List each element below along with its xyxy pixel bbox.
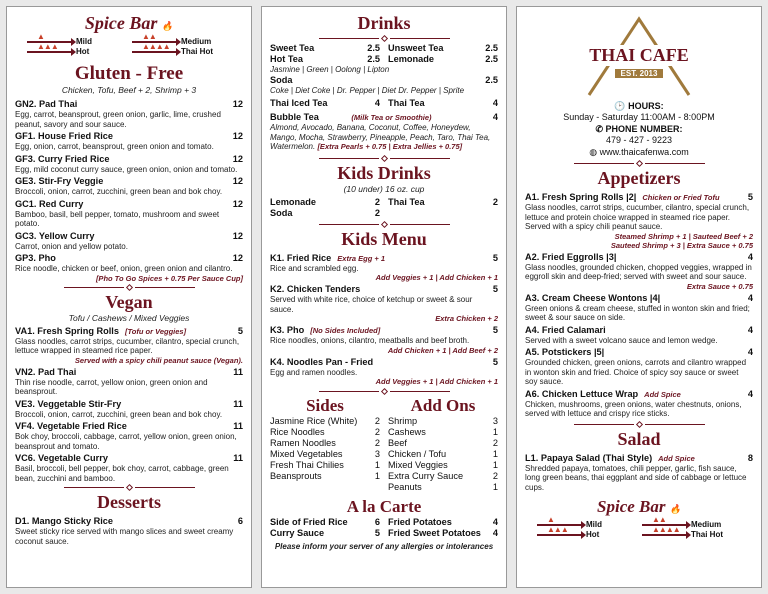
menu-item-header [15, 99, 243, 110]
item-description: Thin rise noodle, carrot, yellow onion, green onion and beansprout. [15, 377, 208, 396]
list-item: Beansprouts 1 [270, 471, 380, 481]
item-price: 6 [237, 516, 243, 526]
sides-addons [270, 396, 498, 493]
menu-item [15, 154, 243, 175]
menu-item-header [15, 367, 243, 378]
menu-item-header [15, 421, 243, 432]
item-price: 5 [492, 325, 498, 335]
item-note: Add Veggies + 1 | Add Chicken + 1 [375, 273, 498, 282]
item-price: 11 [233, 366, 243, 377]
item-tag: [Tofu or Veggies] [124, 326, 187, 336]
menu-item-header [270, 284, 498, 295]
item-name: A5. Potstickers |5| [525, 347, 605, 357]
appetizers-list [525, 192, 753, 419]
item-description: Broccoli, onion, carrot, zucchini, green bean and bok choy. [15, 409, 223, 419]
item-description: Glass noodles, grounded chicken, chopped veggies, wrapped in eggroll skin and deep-fried; served with sweet and sour sauce. [525, 262, 752, 281]
kids-drinks-title: Kids Drinks [337, 162, 431, 183]
menu-item-header [525, 453, 753, 464]
kids-menu-title: Kids Menu [341, 228, 427, 249]
list-item: Beef 2 [388, 438, 498, 448]
phone: 479 - 427 - 9223 [605, 135, 673, 145]
list-item: Rice Noodles 2 [270, 427, 380, 437]
item-price: 4 [747, 251, 753, 262]
item-name: A2. Fried Eggrolls |3| [525, 251, 617, 262]
appetizers-title: Appetizers [597, 168, 681, 188]
divider [270, 36, 498, 41]
menu-item-header [525, 293, 753, 304]
divider [270, 389, 498, 394]
menu-item-header [525, 252, 753, 263]
item-price: 5 [747, 192, 753, 202]
item-note: [Pho To Go Spices + 0.75 Per Sauce Cup] [95, 273, 243, 283]
addons-list [388, 416, 498, 493]
list-item: Thai Tea 2 [388, 196, 498, 207]
hours: Sunday - Saturday 11:00AM - 8:00PM [563, 112, 715, 122]
menu-item-header [15, 231, 243, 242]
menu-item-header [15, 516, 243, 527]
item-price: 11 [233, 421, 243, 431]
item-description: Egg, carrot, beansprout, green onion, garlic, lime, crushed peanut, savory and sour sauce. [15, 110, 221, 129]
allergy-footer: Please inform your server of any allergies or intolerances [274, 542, 494, 551]
item-name: K1. Fried Rice [270, 252, 332, 263]
list-item: Side of Fried Rice 6 [270, 517, 380, 527]
menu-item-header [270, 253, 498, 264]
logo [579, 15, 699, 97]
menu-item [15, 453, 243, 483]
sides-title: Sides [306, 396, 344, 415]
menu-item [525, 252, 753, 291]
menu-item-header [270, 325, 498, 336]
item-name: GC1. Red Curry [15, 198, 84, 209]
list-item: Shrimp 3 [388, 416, 498, 426]
list-item: Hot Tea 2.5 [270, 54, 380, 64]
menu-item-header [15, 326, 243, 337]
menu-item [270, 253, 498, 283]
item-price: 12 [232, 198, 243, 209]
list-item: Curry Sauce 5 [270, 528, 380, 538]
hot-tea-desc: Jasmine | Green | Oolong | Lipton [270, 65, 390, 74]
item-name: VF4. Vegetable Fried Rice [15, 421, 127, 431]
item-name: GF1. House Fried Rice [15, 131, 114, 141]
list-item: Thai Tea 4 [388, 98, 498, 108]
item-description: Chicken, mushrooms, green onions, water chestnuts, onions, served with lettuce and crispy rice sticks. [525, 399, 742, 418]
menu-item [270, 325, 498, 355]
item-price: 12 [232, 99, 243, 109]
item-price: 12 [232, 253, 243, 263]
alacarte-grid [270, 517, 498, 539]
menu-item-header [15, 154, 243, 165]
flame-icon: 🔥 [161, 21, 174, 31]
kids-drinks-grid [270, 197, 498, 219]
item-price: 12 [232, 176, 243, 186]
menu-item [525, 347, 753, 387]
clock-icon: 🕑 [614, 101, 626, 111]
item-description: Basil, broccoli, bell pepper, bok choy, carrot, cabbage, green bean, zucchini and bamboo. [15, 464, 229, 483]
item-tag: Chicken or Fried Tofu [642, 193, 720, 202]
item-price: 5 [492, 284, 498, 294]
menu-item [525, 293, 753, 323]
item-name: GN2. Pad Thai [15, 99, 78, 109]
list-item: Thai Iced Tea 4 [270, 98, 380, 108]
item-price: 4 [747, 324, 753, 335]
list-item: Lemonade 2.5 [388, 54, 498, 64]
divider [525, 422, 753, 427]
item-description: Shredded papaya, tomatoes, chili pepper, garlic, fish sauce, long green beans, thai eggplant and side of cabbage or lettuce cups. [525, 463, 747, 492]
item-note: Extra Chicken + 2 [435, 314, 498, 323]
item-note: Add Chicken + 1 | Add Beef + 2 [387, 345, 498, 355]
item-description: Egg and ramen noodles. [270, 367, 358, 377]
menu-item-header [525, 325, 753, 336]
item-description: Glass noodles, carrot strips, cucumber, cilantro, special crunch, lettuce and protein choice wrapped in steamed rice paper. Served with a spicy chili peanut sauce. [525, 203, 750, 231]
menu-item [525, 325, 753, 346]
addons-title: Add Ons [410, 396, 476, 415]
item-price: 12 [232, 230, 243, 241]
kids-drinks-subtitle: (10 under) 16 oz. cup [343, 183, 425, 194]
list-item: Peanuts 1 [388, 482, 498, 492]
item-description: Bok choy, broccoli, cabbage, carrot, yellow onion, green onion, beansprout and tomato. [15, 432, 237, 451]
phone-icon: ✆ [595, 124, 603, 134]
list-item: Jasmine Rice (White) 2 [270, 416, 380, 426]
gluten-free-list [15, 99, 243, 283]
list-item: Sweet Tea 2.5 [270, 43, 380, 53]
list-item: Chicken / Tofu 1 [388, 449, 498, 459]
menu-item [15, 131, 243, 152]
bubble-tea-desc: Almond, Avocado, Banana, Coconut, Coffee, Honeydew, Mango, Mocha, Strawberry, Pineapple, Peach, Taro, Thai Tea, Watermelon. [Extra Pearls + 0.75 | Extra Jellies + 0.75] [270, 123, 491, 151]
item-price: 5 [237, 325, 243, 336]
item-description: Grounded chicken, green onions, carrots and cilantro wrapped in wonton skin and fried. Choice of spicy soy sauce or sweet soy sauce. [525, 358, 747, 386]
kids-menu-list [270, 253, 498, 387]
list-item: Soda 2.5 [270, 74, 498, 85]
list-item: Soda 2 [270, 207, 380, 218]
divider [525, 161, 753, 166]
item-description: Glass noodles, carrot strips, cucumber, cilantro, special crunch, lettuce wrapped in steamed rice paper. [15, 336, 240, 355]
item-name: K3. Pho [270, 325, 305, 335]
item-description: Rice noodles, onions, cilantro, meatballs and beef broth. [270, 336, 470, 345]
menu-item [525, 192, 753, 250]
divider [15, 285, 243, 290]
item-description: Broccoli, onion, carrot, zucchini, green bean and bok choy. [15, 187, 223, 196]
menu-item-header [525, 389, 753, 400]
menu-item-header [15, 453, 243, 464]
item-tag: Add Spice [644, 389, 681, 399]
drinks-grid [270, 43, 498, 65]
divider [15, 485, 243, 490]
item-name: A6. Chicken Lettuce Wrap [525, 388, 639, 399]
item-name: GF3. Curry Fried Rice [15, 153, 110, 164]
item-note: Sauteed Shrimp + 3 | Extra Sauce + 0.75 [610, 240, 753, 250]
spice-bar-legend: ▲ Mild ▲▲ Medium ▲▲▲ Hot ▲▲▲▲ Thai Hot [15, 37, 243, 56]
menu-item-header [15, 176, 243, 187]
menu-item [15, 231, 243, 252]
list-item: Cashews 1 [388, 427, 498, 437]
list-item: Lemonade 2 [270, 196, 380, 207]
gluten-free-title: Gluten - Free [74, 63, 184, 84]
left-panel [6, 6, 252, 588]
item-tag: Add Spice [658, 453, 695, 463]
menu-item [525, 389, 753, 419]
spice-bar-title: Spice Bar 🔥 [597, 497, 681, 516]
divider [270, 156, 498, 161]
item-price: 4 [747, 347, 753, 357]
menu-item [270, 284, 498, 323]
item-name: VN2. Pad Thai [15, 366, 77, 377]
item-tag: [No Sides Included] [310, 326, 381, 335]
item-price: 11 [233, 398, 243, 409]
menu-item [525, 453, 753, 493]
contact-info [525, 101, 753, 158]
menu-item [15, 326, 243, 365]
item-description: Egg, onion, carrot, beansprout, green onion and tomato. [15, 142, 214, 151]
menu-item-header [15, 131, 243, 142]
list-item: Mixed Veggies 1 [388, 460, 498, 470]
menu-item-header [525, 347, 753, 358]
item-price: 4 [747, 292, 753, 303]
menu-item-header [270, 357, 498, 368]
menu-item [15, 176, 243, 197]
item-description: Egg, mild coconut curry sauce, green onion, onion and tomato. [15, 164, 238, 174]
website[interactable]: ◍ www.thaicafenwa.com [589, 147, 689, 157]
item-name: A1. Fresh Spring Rolls |2| [525, 192, 637, 202]
sides-list [270, 416, 380, 482]
item-price: 12 [232, 153, 243, 164]
item-price: 11 [233, 453, 243, 463]
item-description: Served with a sweet volcano sauce and lemon wedge. [525, 335, 718, 345]
list-item: Bubble Tea (Milk Tea or Smoothie) 4 [270, 112, 498, 122]
flame-icon: 🔥 [669, 504, 681, 514]
salad-title: Salad [617, 428, 661, 449]
item-name: A3. Cream Cheese Wontons |4| [525, 292, 661, 303]
menu-item [15, 367, 243, 397]
item-name: GP3. Pho [15, 253, 56, 263]
vegan-list [15, 326, 243, 484]
menu-item [15, 421, 243, 451]
hours-label: 🕑 HOURS: [614, 101, 664, 111]
item-price: 8 [747, 452, 753, 463]
menu-item [15, 399, 243, 420]
thai-tea-row [270, 98, 498, 109]
spice-bar-legend: ▲ Mild ▲▲ Medium ▲▲▲ Hot ▲▲▲▲ Thai Hot [525, 520, 753, 539]
item-name: K2. Chicken Tenders [270, 284, 361, 294]
item-price: 4 [747, 388, 753, 399]
menu-item-header [525, 192, 753, 203]
menu-item [15, 516, 243, 546]
list-item: Fresh Thai Chilies 1 [270, 460, 380, 470]
item-note: Extra Sauce + 0.75 [686, 281, 753, 291]
menu-item-header [15, 399, 243, 410]
menu-item [270, 357, 498, 387]
item-description: Bamboo, basil, bell pepper, tomato, mushroom and sweet potato. [15, 209, 220, 228]
item-name: VC6. Vegetable Curry [15, 453, 108, 463]
item-name: GC3. Yellow Curry [15, 230, 95, 241]
middle-panel [261, 6, 507, 588]
item-name: A4. Fried Calamari [525, 324, 606, 335]
list-item: Unsweet Tea 2.5 [388, 43, 498, 53]
gluten-free-subtitle: Chicken, Tofu, Beef + 2, Shrimp + 3 [61, 85, 197, 95]
alacarte-title: A la Carte [346, 497, 422, 516]
list-item: Fried Sweet Potatoes 4 [388, 528, 498, 538]
item-description: Carrot, onion and yellow potato. [15, 241, 128, 251]
list-item: Extra Curry Sauce 2 [388, 471, 498, 481]
desserts-title: Desserts [97, 492, 161, 512]
right-panel [516, 6, 762, 588]
menu-item [15, 99, 243, 129]
list-item: Mixed Vegetables 3 [270, 449, 380, 459]
list-item: Ramen Noodles 2 [270, 438, 380, 448]
logo-name: THAI CAFE [579, 45, 699, 66]
spice-bar-title: Spice Bar 🔥 [84, 13, 174, 33]
drinks-title: Drinks [357, 13, 411, 33]
item-description: Rice noodle, chicken or beef, onion, green onion and cilantro. [15, 264, 233, 273]
menu-item-header [15, 253, 243, 264]
item-name: D1. Mango Sticky Rice [15, 516, 114, 526]
phone-label: ✆ PHONE NUMBER: [595, 124, 683, 134]
menu-item [15, 253, 243, 283]
menu-item-header [15, 199, 243, 210]
item-price: 5 [492, 252, 498, 263]
item-description: Rice and scrambled egg. [270, 263, 359, 273]
item-name: VA1. Fresh Spring Rolls [15, 325, 119, 336]
divider [270, 222, 498, 227]
logo-est: EST. 2013 [615, 69, 663, 78]
list-item: Fried Potatoes 4 [388, 517, 498, 527]
item-price: 12 [232, 131, 243, 141]
salad-list [525, 453, 753, 493]
item-note: Served with a spicy chili peanut sauce (Vegan). [74, 355, 243, 365]
vegan-title: Vegan [105, 291, 153, 312]
menu-item [15, 199, 243, 229]
dessert-list [15, 516, 243, 546]
item-name: L1. Papaya Salad (Thai Style) [525, 452, 653, 463]
item-tag: Extra Egg + 1 [337, 253, 386, 263]
item-price: 5 [492, 356, 498, 367]
globe-icon: ◍ [589, 147, 598, 157]
item-name: GE3. Stir-Fry Veggie [15, 176, 104, 186]
item-description: Sweet sticky rice served with mango slices and sweet creamy coconut sauce. [15, 527, 234, 546]
item-name: VE3. Veggetable Stir-Fry [15, 398, 122, 409]
item-description: Served with white rice, choice of ketchup or sweet & sour sauce. [270, 295, 473, 314]
vegan-subtitle: Tofu / Cashews / Mixed Veggies [68, 312, 190, 323]
soda-desc: Coke | Diet Coke | Dr. Pepper | Diet Dr. Pepper | Sprite [270, 85, 465, 95]
item-note: Add Veggies + 1 | Add Chicken + 1 [375, 377, 498, 386]
item-name: K4. Noodles Pan - Fried [270, 356, 374, 367]
item-description: Green onions & cream cheese, stuffed in wonton skin and fried; sweet & sour sauce on side. [525, 303, 750, 322]
item-note: Steamed Shrimp + 1 | Sauteed Beef + 2 [614, 231, 753, 241]
